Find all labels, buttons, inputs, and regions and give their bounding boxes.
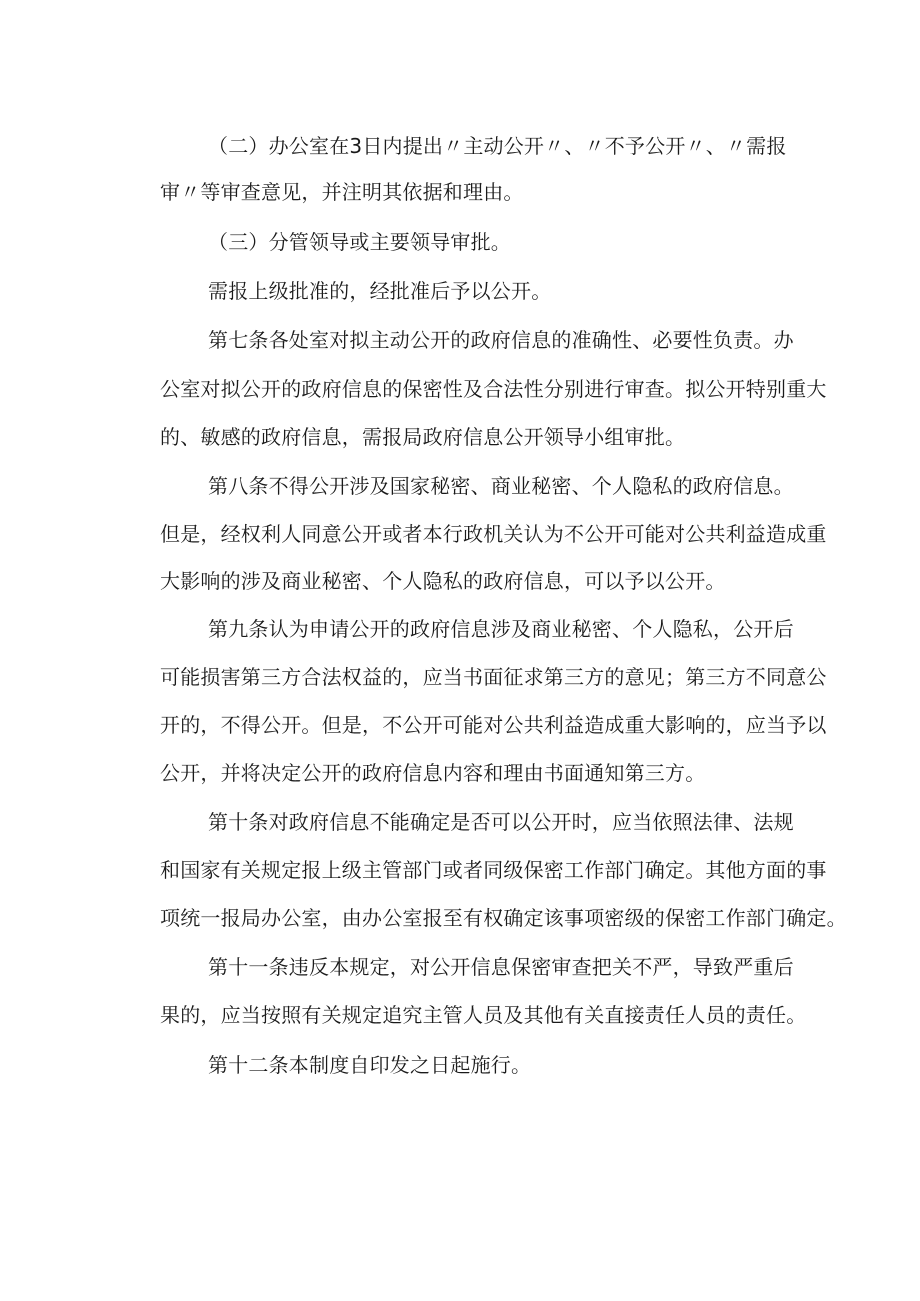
paragraph-line: 第十条对政府信息不能确定是否可以公开时，应当依照法律、法规 <box>208 810 794 834</box>
paragraph-line: 第十二条本制度自印发之日起施行。 <box>208 1053 532 1077</box>
paragraph-line: 第八条不得公开涉及国家秘密、商业秘密、个人隐私的政府信息。 <box>208 474 794 498</box>
paragraph-line: 审〃等审查意见，并注明其依据和理由。 <box>160 180 524 204</box>
paragraph-line: （三）分管领导或主要领导审批。 <box>208 230 511 254</box>
paragraph-line: 项统一报局办公室，由办公室报至有权确定该事项密级的保密工作部门确定。 <box>160 906 847 930</box>
paragraph-line: 第七条各处室对拟主动公开的政府信息的准确性、必要性负责。办 <box>208 328 794 352</box>
paragraph-line: 需报上级批准的，经批准后予以公开。 <box>208 279 552 303</box>
paragraph-line: 大影响的涉及商业秘密、个人隐私的政府信息，可以予以公开。 <box>160 569 726 593</box>
paragraph-line: （二）办公室在3日内提出〃主动公开〃、〃不予公开〃、〃需报 <box>208 134 787 158</box>
paragraph-line: 果的，应当按照有关规定追究主管人员及其他有关直接责任人员的责任。 <box>160 1003 807 1027</box>
paragraph-line: 第九条认为申请公开的政府信息涉及商业秘密、个人隐私，公开后 <box>208 617 794 641</box>
paragraph-line: 但是，经权利人同意公开或者本行政机关认为不公开可能对公共利益造成重 <box>160 522 827 546</box>
paragraph-line: 第十一条违反本规定，对公开信息保密审查把关不严，导致严重后 <box>208 955 794 979</box>
paragraph-line: 的、敏感的政府信息，需报局政府信息公开领导小组审批。 <box>160 425 686 449</box>
paragraph-line: 和国家有关规定报上级主管部门或者同级保密工作部门确定。其他方面的事 <box>160 858 827 882</box>
paragraph-line: 开的，不得公开。但是，不公开可能对公共利益造成重大影响的，应当予以 <box>160 713 827 737</box>
paragraph-line: 公开，并将决定公开的政府信息内容和理由书面通知第三方。 <box>160 761 706 785</box>
paragraph-line: 可能损害第三方合法权益的，应当书面征求第三方的意见；第三方不同意公 <box>160 665 827 689</box>
paragraph-line: 公室对拟公开的政府信息的保密性及合法性分别进行审查。拟公开特别重大 <box>160 377 827 401</box>
